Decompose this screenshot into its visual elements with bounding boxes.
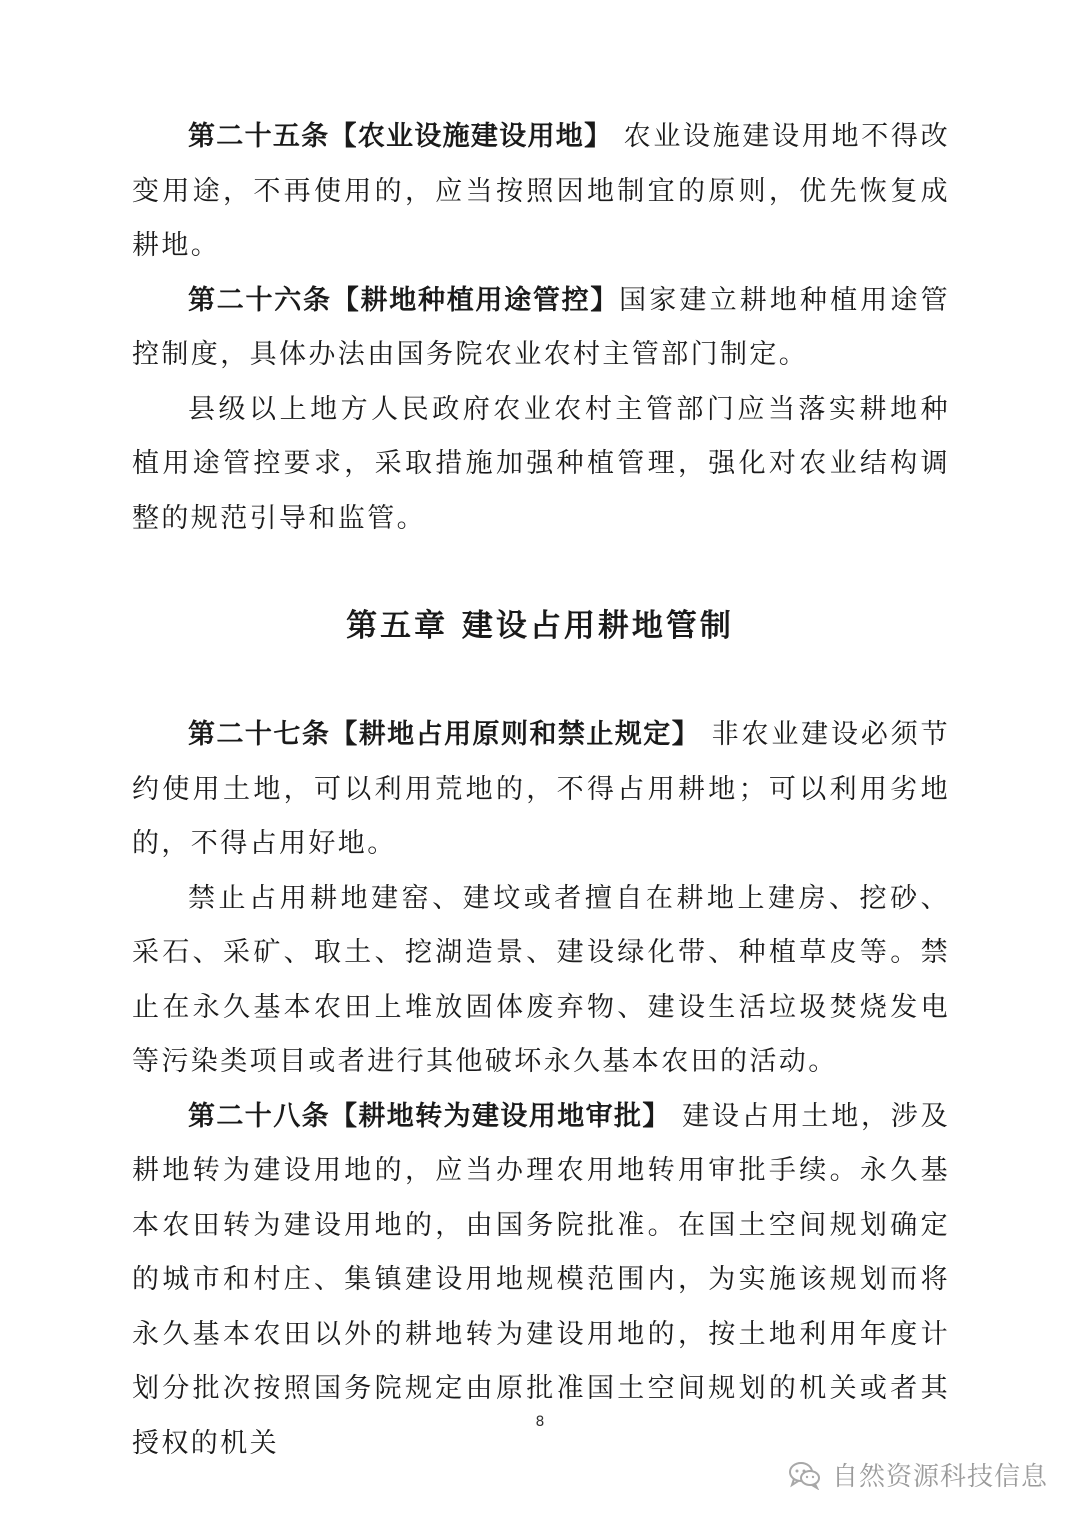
article-26-paragraph-2: 县级以上地方人民政府农业农村主管部门应当落实耕地种植用途管控要求，采取措施加强种植管理，强化对农业结构调整的规范引导和监管。 — [132, 393, 950, 534]
watermark — [788, 1456, 1048, 1493]
wechat-icon — [788, 1460, 822, 1490]
article-26 — [132, 274, 950, 383]
page-number: 8 — [535, 1414, 545, 1430]
article-27-heading: 第二十七条【耕地占用原则和禁止规定】 — [188, 719, 701, 750]
watermark-text: 自然资源科技信息 — [831, 1462, 1048, 1492]
article-26-text: 国家建立耕地种植用途管控制度，具体办法由国务院农业农村主管部门制定。 — [132, 284, 950, 370]
article-25-heading: 第二十五条【农业设施建设用地】 — [188, 121, 613, 152]
article-28-text: 建设占用土地，涉及耕地转为建设用地的，应当办理农用地转用审批手续。永久基本农田转为建设用地的，由国务院批准。在国土空间规划确定的城市和村庄、集镇建设用地规模范围内，为实施该规划而将永久基本农田以外的耕地转为建设用地的，按土地利用年度计划分批次按照国务院规定由原批准国土空间规划的机关或者其授权的机关 — [132, 1100, 950, 1459]
article-27-text: 非农业建设必须节约使用土地，可以利用荒地的，不得占用耕地；可以利用劣地的，不得占用好地。 — [132, 719, 951, 859]
article-27-paragraph-2: 禁止占用耕地建窑、建坟或者擅自在耕地上建房、挖砂、采石、采矿、取土、挖湖造景、建设绿化带、种植草皮等。禁止在永久基本农田上堆放固体废弃物、建设生活垃圾焚烧发电等污染类项目或者进行其他破坏永久基本农田的活动。 — [132, 882, 950, 1077]
chapter-title: 第五章 建设占用耕地管制 — [346, 608, 734, 644]
article-26-heading: 第二十六条【耕地种植用途管控】 — [188, 284, 620, 316]
article-27 — [132, 708, 950, 872]
article-28-heading: 第二十八条【耕地转为建设用地审批】 — [188, 1100, 671, 1132]
text-block-lower — [132, 708, 950, 1471]
article-25 — [132, 110, 950, 274]
text-block-upper — [132, 110, 950, 546]
article-25-text: 农业设施建设用地不得改变用途，不再使用的，应当按照因地制宜的原则，优先恢复成耕地。 — [132, 121, 950, 261]
